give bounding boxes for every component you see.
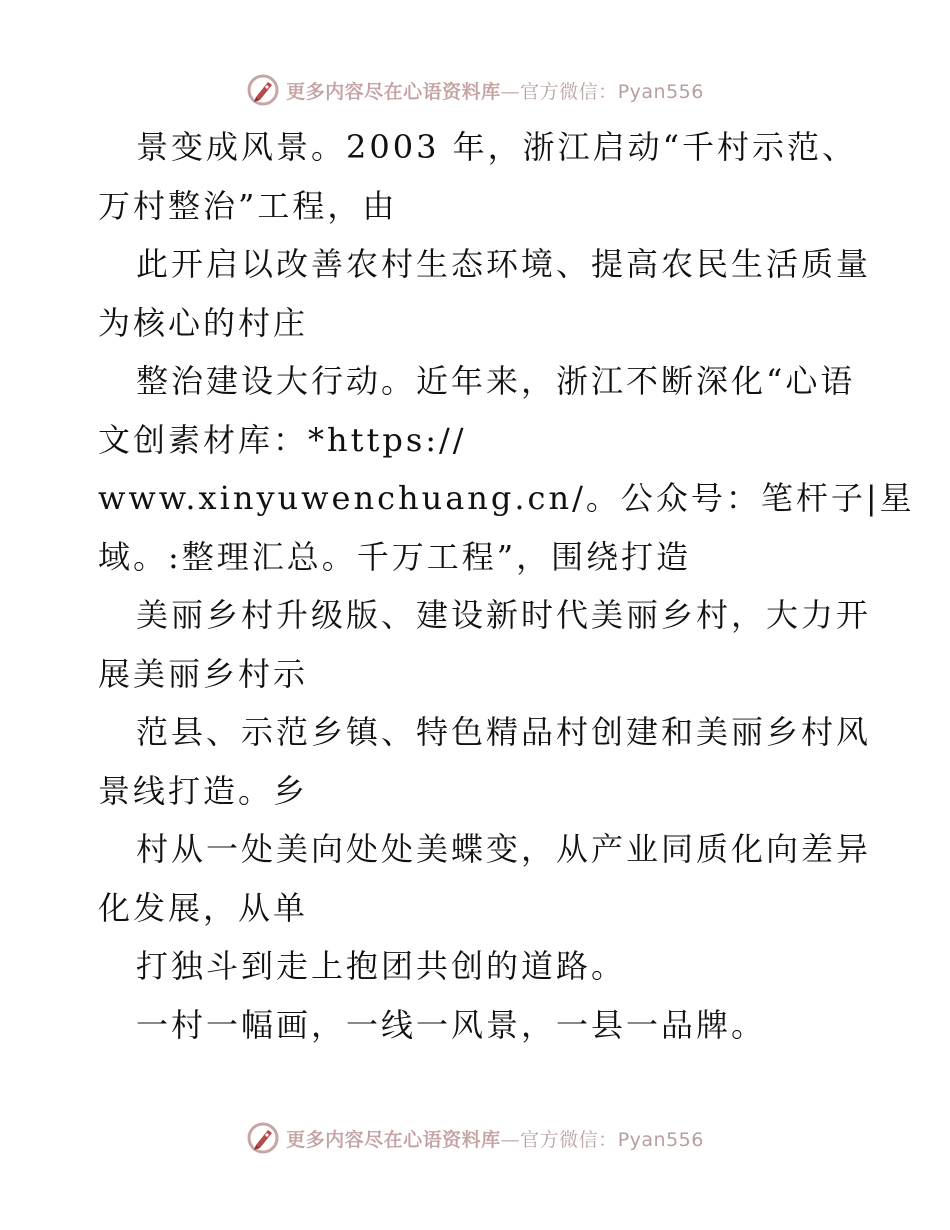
text-line: 整治建设大行动。近年来，浙江不断深化“心语 (136, 362, 856, 400)
watermark-site: 更多内容尽在心语资料库 (286, 80, 501, 103)
watermark-wechat-label: 官方微信： (520, 80, 618, 103)
watermark-site: 更多内容尽在心语资料库 (286, 1128, 501, 1151)
text-line: 美丽乡村升级版、建设新时代美丽乡村，大力开 (136, 596, 872, 634)
text-line: 范县、示范乡镇、特色精品村创建和美丽乡村风 (136, 713, 872, 751)
pen-nib-logo-icon (246, 1121, 280, 1155)
text-line: 为核心的村庄 (98, 303, 309, 342)
text-line: 域。:整理汇总。千万工程”，围绕打造 (98, 537, 692, 576)
watermark-wechat-label: 官方微信： (520, 1128, 618, 1151)
text-line: 文创素材库：*https:// (98, 420, 467, 459)
watermark-wechat-id: Pyan556 (617, 80, 704, 103)
text-line: 一村一幅画，一线一风景，一县一品牌。 (136, 1005, 767, 1044)
watermark-wechat-id: Pyan556 (617, 1128, 704, 1151)
text-line: www.xinyuwenchuang.cn/。公众号：笔杆子|星 (98, 479, 915, 517)
text-line: 化发展，从单 (98, 888, 309, 927)
watermark-text (286, 1125, 704, 1152)
text-line: 此开启以改善农村生态环境、提高农民生活质量 (136, 245, 872, 283)
text-line: 万村整治”工程，由 (98, 186, 398, 225)
pen-nib-logo-icon (246, 73, 280, 107)
watermark-dash: — (500, 1128, 521, 1151)
document-body (98, 118, 915, 1054)
text-line: 景线打造。乡 (98, 771, 309, 810)
watermark-text (286, 77, 704, 104)
header-watermark (0, 70, 950, 110)
text-line: 景变成风景。2003 年，浙江启动“千村示范、 (136, 128, 857, 166)
watermark-dash: — (500, 80, 521, 103)
footer-watermark (0, 1118, 950, 1158)
text-line: 打独斗到走上抱团共创的道路。 (136, 947, 627, 985)
text-line: 展美丽乡村示 (98, 654, 309, 693)
text-line: 村从一处美向处处美蝶变，从产业同质化向差异 (136, 830, 872, 868)
